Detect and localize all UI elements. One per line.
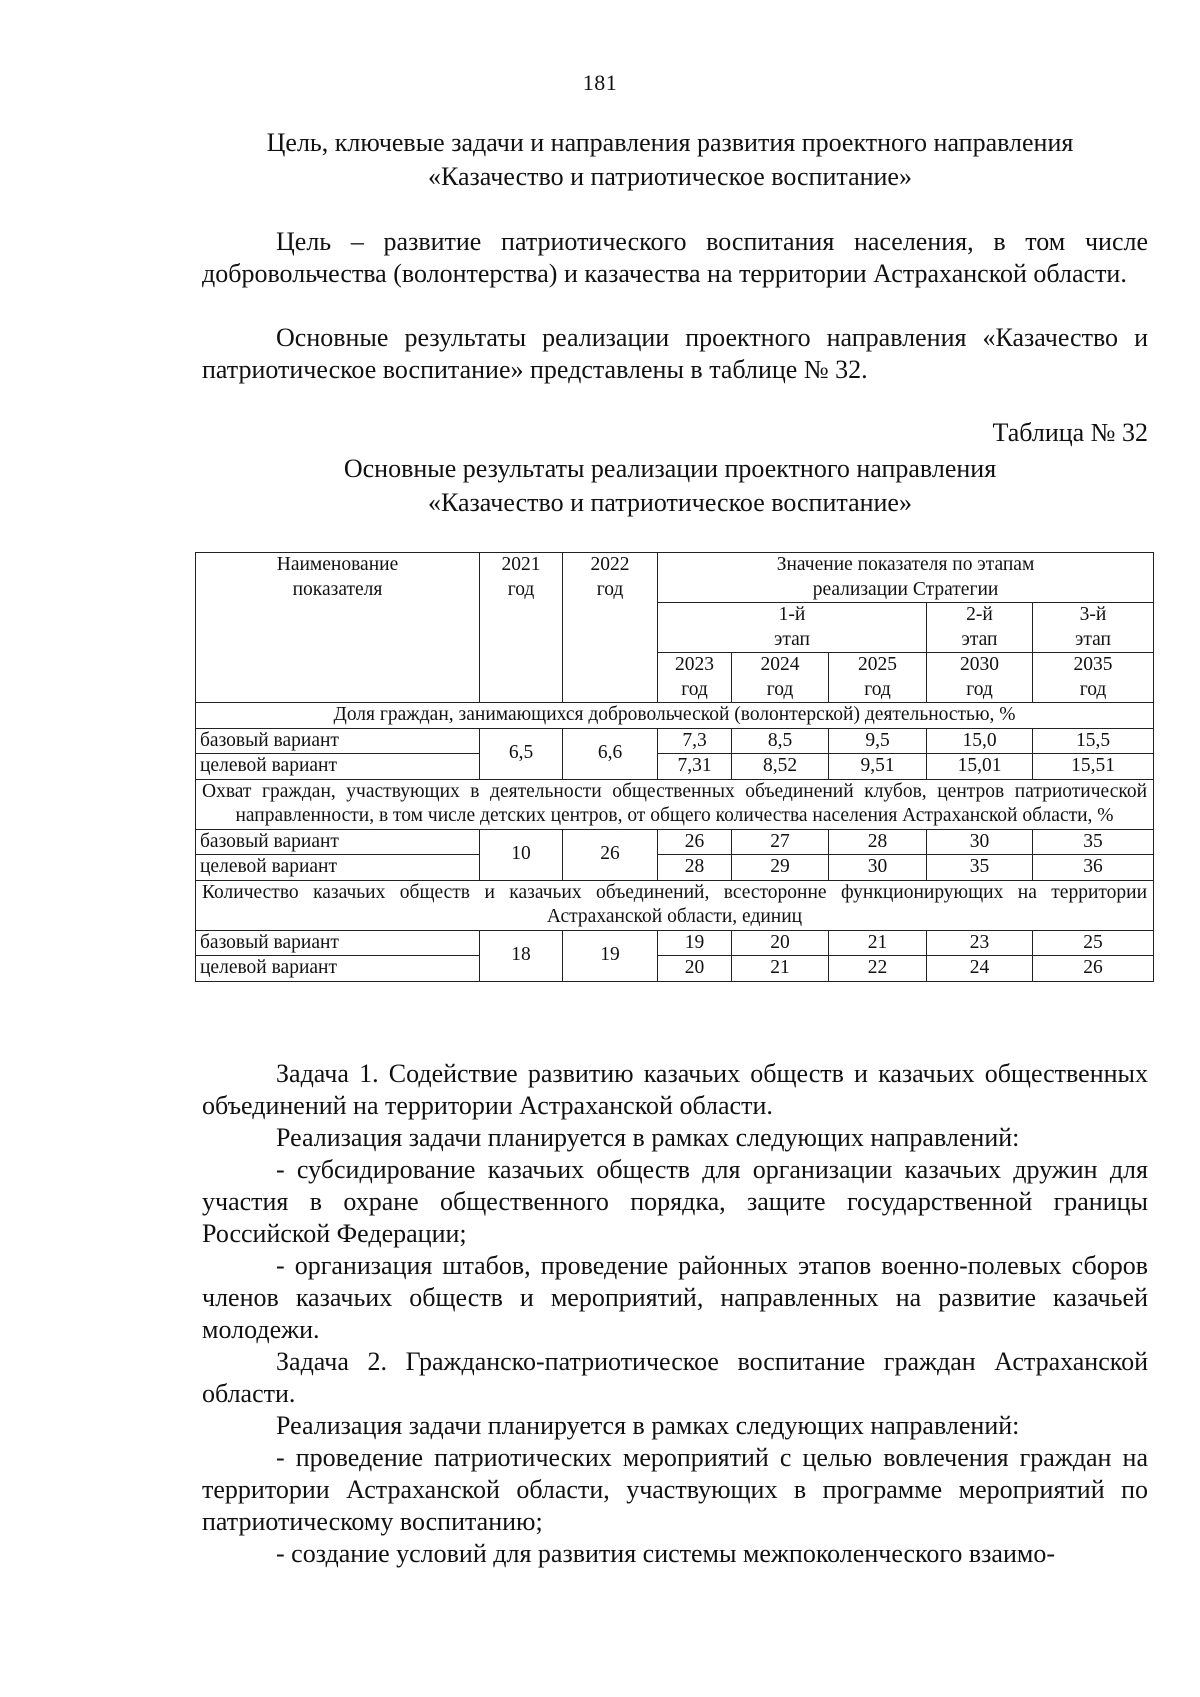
value-2030: 30 bbox=[927, 829, 1033, 855]
value-2024: 8,52 bbox=[732, 754, 829, 780]
table-title bbox=[190, 452, 1150, 520]
value-2023: 7,31 bbox=[658, 754, 732, 780]
header-year-2024: 2024 год bbox=[732, 653, 829, 703]
table-row bbox=[196, 754, 1154, 780]
value-2025: 21 bbox=[829, 930, 927, 956]
section-title-row bbox=[196, 703, 1154, 729]
value-2025: 28 bbox=[829, 829, 927, 855]
task1-item1-paragraph: - субсидирование казачьих обществ для организации казачьих дружин для участия в охране общественного порядка, защите государственной границы Российской Федерации; bbox=[202, 1155, 1148, 1248]
header-stage-2: 2-й этап bbox=[927, 603, 1033, 653]
results-paragraph: Основные результаты реализации проектного направления «Казачество и патриотическое воспитание» представлены в таблице № 32. bbox=[202, 323, 1148, 384]
value-2025: 9,5 bbox=[829, 728, 927, 754]
value-2024: 27 bbox=[732, 829, 829, 855]
row-label: базовый вариант bbox=[196, 930, 480, 956]
value-2022: 6,6 bbox=[563, 728, 658, 779]
value-2035: 15,5 bbox=[1033, 728, 1154, 754]
value-2023: 19 bbox=[658, 930, 732, 956]
value-2030: 24 bbox=[927, 956, 1033, 982]
row-label: базовый вариант bbox=[196, 728, 480, 754]
value-2021: 18 bbox=[480, 930, 563, 981]
task2-paragraph: Задача 2. Гражданско-патриотическое воспитание граждан Астраханской области. bbox=[202, 1347, 1148, 1408]
table-row bbox=[196, 956, 1154, 982]
value-2024: 8,5 bbox=[732, 728, 829, 754]
value-2023: 28 bbox=[658, 855, 732, 881]
section-heading bbox=[190, 126, 1150, 194]
header-year-2022: 2022 год bbox=[563, 553, 658, 703]
header-indicator-name: Наименование показателя bbox=[196, 553, 480, 703]
header-stage-1: 1-й этап bbox=[658, 603, 927, 653]
table-row bbox=[196, 855, 1154, 881]
row-label: целевой вариант bbox=[196, 754, 480, 780]
task2-item2-paragraph: - создание условий для развития системы межпоколенческого взаимо- bbox=[276, 1539, 1055, 1568]
value-2035: 35 bbox=[1033, 829, 1154, 855]
table-title-line2: «Казачество и патриотическое воспитание» bbox=[428, 488, 912, 517]
table-row bbox=[196, 728, 1154, 754]
task1-item2-paragraph: - организация штабов, проведение районных этапов военно-полевых сборов членов казачьих обществ и мероприятий, направленных на развитие казачьей молодежи. bbox=[202, 1251, 1148, 1344]
value-2021: 6,5 bbox=[480, 728, 563, 779]
value-2035: 15,51 bbox=[1033, 754, 1154, 780]
value-2022: 26 bbox=[563, 829, 658, 880]
value-2024: 21 bbox=[732, 956, 829, 982]
value-2035: 36 bbox=[1033, 855, 1154, 881]
row-label: целевой вариант bbox=[196, 855, 480, 881]
value-2022: 19 bbox=[563, 930, 658, 981]
value-2023: 20 bbox=[658, 956, 732, 982]
table-row bbox=[196, 829, 1154, 855]
header-stage-3: 3-й этап bbox=[1033, 603, 1154, 653]
value-2030: 35 bbox=[927, 855, 1033, 881]
header-stages: Значение показателя по этапам реализации Стратегии bbox=[658, 553, 1154, 603]
section-heading-line1: Цель, ключевые задачи и направления развития проектного направления bbox=[266, 128, 1074, 157]
header-year-2035: 2035 год bbox=[1033, 653, 1154, 703]
value-2024: 20 bbox=[732, 930, 829, 956]
value-2023: 26 bbox=[658, 829, 732, 855]
value-2024: 29 bbox=[732, 855, 829, 881]
value-2021: 10 bbox=[480, 829, 563, 880]
header-year-2030: 2030 год bbox=[927, 653, 1033, 703]
row-label: базовый вариант bbox=[196, 829, 480, 855]
header-year-2025: 2025 год bbox=[829, 653, 927, 703]
table-header-row bbox=[196, 553, 1154, 603]
header-year-2021: 2021 год bbox=[480, 553, 563, 703]
row-label: целевой вариант bbox=[196, 956, 480, 982]
value-2023: 7,3 bbox=[658, 728, 732, 754]
task1-intro-paragraph: Реализация задачи планируется в рамках следующих направлений: bbox=[276, 1123, 1020, 1152]
value-2030: 15,0 bbox=[927, 728, 1033, 754]
value-2025: 30 bbox=[829, 855, 927, 881]
task2-item1-paragraph: - проведение патриотических мероприятий с целью вовлечения граждан на территории Астраханской области, участвующих в программе мероприятий по патриотическому воспитанию; bbox=[202, 1443, 1148, 1536]
task1-paragraph: Задача 1. Содействие развитию казачьих обществ и казачьих общественных объединений на территории Астраханской области. bbox=[202, 1059, 1148, 1120]
section-heading-line2: «Казачество и патриотическое воспитание» bbox=[428, 162, 912, 191]
value-2030: 15,01 bbox=[927, 754, 1033, 780]
value-2025: 9,51 bbox=[829, 754, 927, 780]
page-number: 181 bbox=[582, 70, 618, 95]
value-2030: 23 bbox=[927, 930, 1033, 956]
header-year-2023: 2023 год bbox=[658, 653, 732, 703]
results-table bbox=[195, 552, 1154, 982]
table-label: Таблица № 32 bbox=[992, 418, 1148, 447]
value-2025: 22 bbox=[829, 956, 927, 982]
value-2035: 26 bbox=[1033, 956, 1154, 982]
section-title: Количество казачьих обществ и казачьих объединений, всесторонне функционирующих на территории Астраханской области, единиц bbox=[196, 880, 1154, 930]
section-title: Охват граждан, участвующих в деятельности общественных объединений клубов, центров патриотической направленности, в том числе детских центров, от общего количества населения Астраханской области, % bbox=[196, 779, 1154, 829]
task2-intro-paragraph: Реализация задачи планируется в рамках следующих направлений: bbox=[276, 1411, 1020, 1440]
section-title: Доля граждан, занимающихся добровольческой (волонтерской) деятельностью, % bbox=[196, 703, 1154, 729]
table-row bbox=[196, 930, 1154, 956]
section-title-row bbox=[196, 880, 1154, 930]
goal-paragraph: Цель – развитие патриотического воспитания населения, в том числе добровольчества (волонтерства) и казачества на территории Астраханской области. bbox=[202, 227, 1148, 288]
value-2035: 25 bbox=[1033, 930, 1154, 956]
table-title-line1: Основные результаты реализации проектного направления bbox=[343, 454, 997, 483]
section-title-row bbox=[196, 779, 1154, 829]
